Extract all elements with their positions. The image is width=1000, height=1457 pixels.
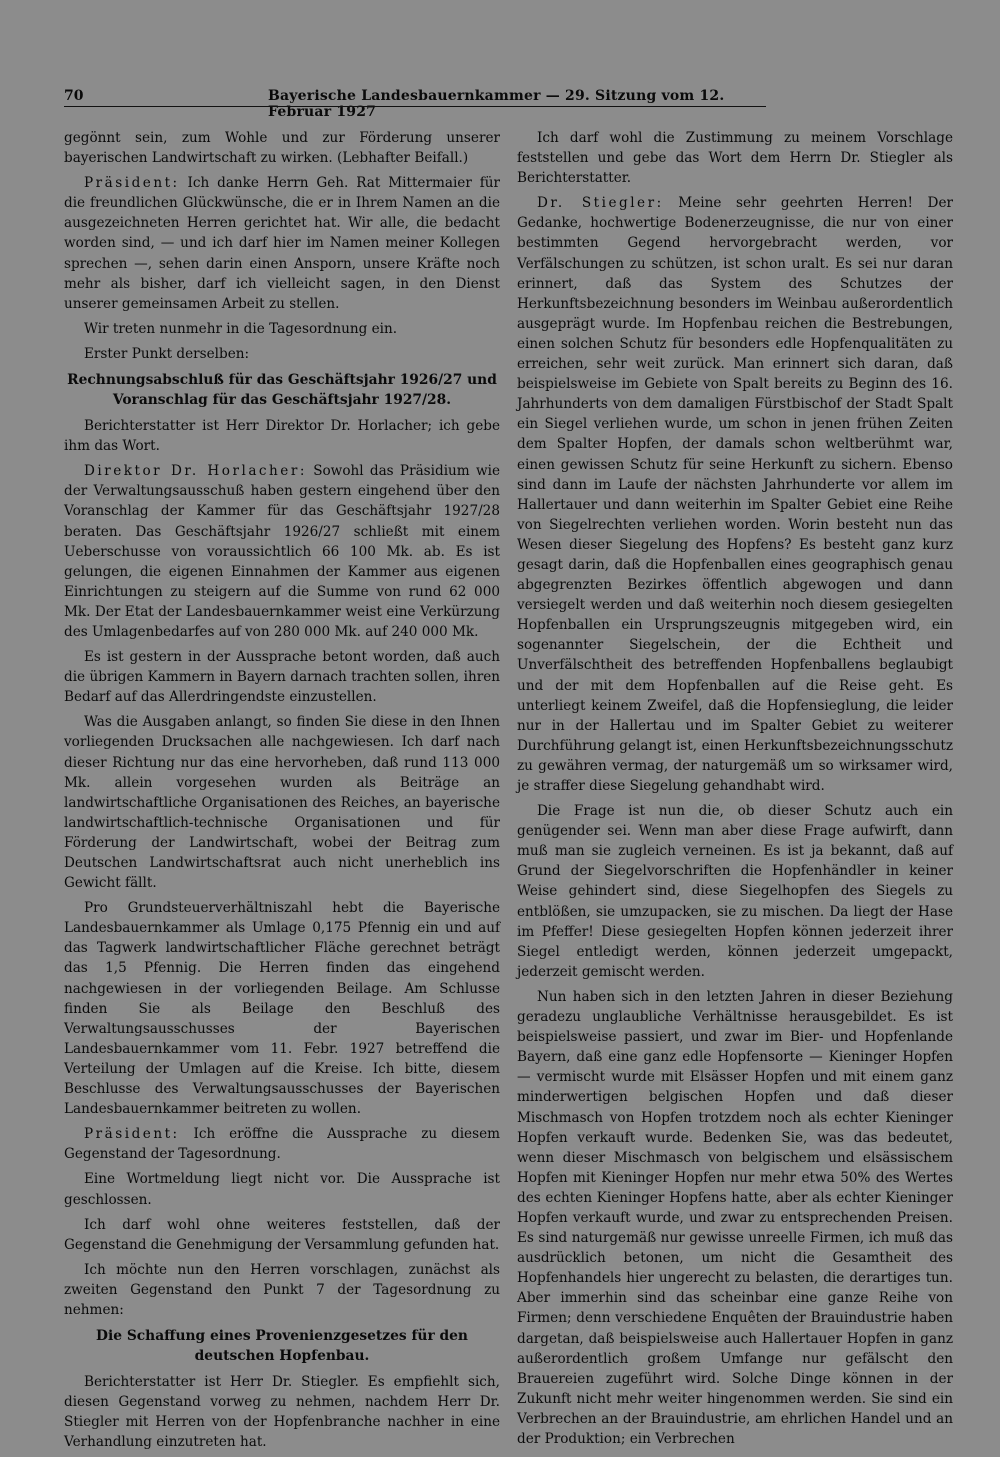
paragraph: Berichterstatter ist Herr Dr. Stiegler. Es empfiehlt sich, diesen Gegenstand vorweg zu nehmen, nachdem Herr Dr. Stiegler mit Herren von der Hopfenbranche nachher in eine Verhandlung einzutreten hat. [64, 1374, 500, 1451]
running-title: Bayerische Landesbauernkammer — 29. Sitzung vom 12. Februar 1927 [268, 88, 725, 120]
left-column [64, 128, 500, 1457]
paragraph [517, 193, 953, 796]
paragraph: Die Frage ist nun die, ob dieser Schutz auch ein genügender sei. Wenn man aber diese Frage aufwirft, dann muß man sie zugleich verneinen. Es ist ja bekannt, daß auf Grund der Siegelvorschriften die Hopfenhändler in keiner Weise gehindert sind, diese Siegelhopfen des Siegels zu entblößen, sie umzupacken, sie zu mischen. Da liegt der Hase im Pfeffer! Diese gesiegelten Hopfen können jederzeit ihrer Siegel entledigt werden, können jederzeit umgepackt, jederzeit gemischt werden. [517, 803, 953, 980]
paragraph: gegönnt sein, zum Wohle und zur Förderung unserer bayerischen Landwirtschaft zu wirken. (Lebhafter Beifall.) [64, 130, 500, 167]
paragraph: Berichterstatter ist Herr Direktor Dr. Horlacher; ich gebe ihm das Wort. [64, 418, 500, 455]
paragraph: Was die Ausgaben anlangt, so finden Sie diese in den Ihnen vorliegenden Drucksachen alle nachgewiesen. Ich darf nach dieser Richtung nur das eine hervorheben, daß rund 113 000 Mk. allein vorgesehen wurden als Beiträge an landwirtschaftliche Organisationen des Reiches, an bayerische landwirtschaftlich-technische Organisationen und für Förderung der Landwirtschaft, wobei der Beitrag zum Deutschen Landwirtschaftsrat auch nicht unerheblich ins Gewicht fällt. [64, 714, 500, 892]
paragraph: Ich möchte nun den Herren vorschlagen, zunächst als zweiten Gegenstand den Punkt 7 der Tagesordnung zu nehmen: [64, 1261, 500, 1318]
speaker-name: Dr. Stiegler: [537, 195, 664, 212]
speaker-name: Präsident: [84, 1126, 180, 1143]
paragraph: Eine Wortmeldung liegt nicht vor. Die Aussprache ist geschlossen. [64, 1171, 500, 1208]
paragraph [64, 1124, 500, 1164]
paragraph: Wir treten nunmehr in die Tagesordnung ein. [84, 320, 398, 337]
page-header [64, 84, 766, 120]
paragraph [64, 461, 500, 642]
paragraph: Erster Punkt derselben: [84, 345, 250, 362]
paragraph: Ich darf wohl die Zustimmung zu meinem Vorschlage feststellen und gebe das Wort dem Herrn Dr. Stiegler als Berichterstatter. [517, 130, 953, 187]
speech-text: Ich eröffne die Aussprache zu diesem Gegenstand der Tagesordnung. [64, 1126, 500, 1163]
speech-text: Sowohl das Präsidium wie der Verwaltungsausschuß haben gestern eingehend über den Voranschlag der Kammer für das Geschäftsjahr 1927/28 beraten. Das Geschäftsjahr 1926/27 schließt mit einem Ueberschusse von voraussichtlich 66 100 Mk. ab. Es ist gelungen, die eigenen Einnahmen der Kammer aus eigenen Einrichtungen zu steigern auf die Summe von rund 62 000 Mk. Der Etat der Landesbauernkammer weist eine Verkürzung des Umlagenbedarfes auf von 280 000 Mk. auf 240 000 Mk. [64, 463, 500, 640]
agenda-heading: Rechnungsabschluß für das Geschäftsjahr 1926/27 und Voranschlag für das Geschäftsjahr 1927/28. [67, 372, 497, 409]
paragraph: Ich darf wohl ohne weiteres feststellen, daß der Gegenstand die Genehmigung der Versammlung gefunden hat. [64, 1216, 500, 1253]
paragraph: Pro Grundsteuerverhältniszahl hebt die Bayerische Landesbauernkammer als Umlage 0,175 Pfennig ein und auf das Tagwerk landwirtschaftlicher Fläche gerechnet beträgt das 1,5 Pfennig. Die Herren finden das eingehend nachgewiesen in der vorliegenden Beilage. Am Schlusse finden Sie als Beilage den Beschluß des Verwaltungsausschusses der Bayerischen Landesbauernkammer vom 11. Febr. 1927 betreffend die Verteilung der Umlagen auf die Kreise. Ich bitte, diesem Beschlusse des Verwaltungsausschusses der Bayerischen Landesbauernkammer beitreten zu wollen. [64, 900, 500, 1118]
paragraph: Nun haben sich in den letzten Jahren in dieser Beziehung geradezu unglaubliche Verhältnisse herausgebildet. Es ist beispielsweise passiert, und zwar im Bier- und Hopfenlande Bayern, daß eine ganz edle Hopfensorte — Kieninger Hopfen — vermischt wurde mit Elsässer Hopfen und mit einem ganz minderwertigen belgischen Hopfen und daß dieser Mischmasch von Hopfen trotzdem noch als echter Kieninger Hopfen verkauft wurde. Bedenken Sie, was das bedeutet, wenn dieser Mischmasch von belgischem und elsässischem Hopfen mit Kieninger Hopfen nur mehr etwa 50% des Wertes des echten Kieninger Hopfens hatte, aber als echter Kieninger Hopfen verkauft wurde, und zwar zu entsprechenden Preisen. Es sind naturgemäß nur gewisse unreelle Firmen, ich muß das ausdrücklich betonen, um nicht die Gesamtheit des Hopfenhandels hier ungerecht zu belasten, die derartiges tun. Aber immerhin sind das scheinbar eine ganze Reihe von Firmen; denn verschiedene Enquêten der Brauindustrie haben dargetan, daß beispielsweise auch Hallertauer Hopfen in ganz außerordentlich großem Umfange nur gefälscht den Brauereien zugeführt wird. Solche Dinge können in der Zukunft nicht mehr weiter hingenommen werden. Sie sind ein Verbrechen an der Brauindustrie, am ehrlichen Handel und an der Produktion; ein Verbrechen [517, 988, 953, 1447]
header-rule [64, 106, 766, 107]
paragraph [64, 173, 500, 314]
speech-text: Ich danke Herrn Geh. Rat Mittermaier für die freundlichen Glückwünsche, die er in Ihrem Namen an die ausgezeichneten Herren gerichtet hat. Wir alle, die bedacht worden sind, — und ich darf hier im Namen meiner Kollegen sprechen —, sehen darin einen Ansporn, unsere Kräfte noch mehr als bisher, darf ich vielleicht sagen, in den Dienst unserer gemeinsamen Arbeit zu stellen. [64, 175, 500, 312]
page-number: 70 [64, 88, 84, 104]
right-column [517, 128, 953, 1454]
speech-text: Meine sehr geehrten Herren! Der Gedanke, hochwertige Bodenerzeugnisse, die nur von einer bestimmten Gegend hervorgebracht werden, vor Verfälschungen zu schützen, ist schon uralt. Es sei nur daran erinnert, daß das System des Schutzes der Herkunftsbezeichnung besonders im Weinbau außerordentlich ausgeprägt wurde. Im Hopfenbau reichen die Bestrebungen, einen solchen Schutz für besonders edle Hopfenqualitäten zu erreichen, sehr weit zurück. Man erinnert sich daran, daß beispielsweise im Gebiete von Spalt bereits zu Beginn des 16. Jahrhunderts von dem damaligen Fürstbischof der Stadt Spalt ein Siegel verliehen wurde, um schon in jenen frühen Zeiten dem Spalter Hopfen, der damals schon weltberühmt war, einen gewissen Schutz für seine Herkunft zu sichern. Ebenso sind dann im Laufe der nächsten Jahrhunderte vor allem im Hallertauer und dann weiterhin im Spalter Gebiet eine Reihe von Siegelrechten verliehen worden. Worin besteht nun das Wesen dieser Siegelung des Hopfens? Es besteht ganz kurz gesagt darin, daß die Hopfenballen eines geographisch genau abgegrenzten Bezirkes öffentlich abgewogen und dann versiegelt werden und daß weiterhin noch diesem gesiegelten Hopfenballen ein Ursprungszeugnis mitgegeben wird, ein sogenannter Siegelschein, der die Echtheit und Unverfälschtheit des betreffenden Hopfenballens beglaubigt und der mit dem Hopfenballen auf die Reise geht. Es unterliegt keinem Zweifel, daß die Hopfensieglung, die leider nur in der Hallertau und im Spalter Gebiet zu weiterer Durchführung gelangt ist, einen Herkunftsbezeichnungsschutz zu gewähren vermag, der naturgemäß um so wirksamer wird, je straffer diese Siegelung gehandhabt wird. [517, 195, 953, 794]
speaker-name: Direktor Dr. Horlacher: [84, 463, 307, 480]
paragraph: Es ist gestern in der Aussprache betont worden, daß auch die übrigen Kammern in Bayern darnach trachten sollen, ihren Bedarf auf das Allerdringendste einzustellen. [64, 649, 500, 706]
agenda-heading: Die Schaffung eines Provenienzgesetzes für den deutschen Hopfenbau. [96, 1328, 468, 1365]
speaker-name: Präsident: [84, 175, 180, 192]
